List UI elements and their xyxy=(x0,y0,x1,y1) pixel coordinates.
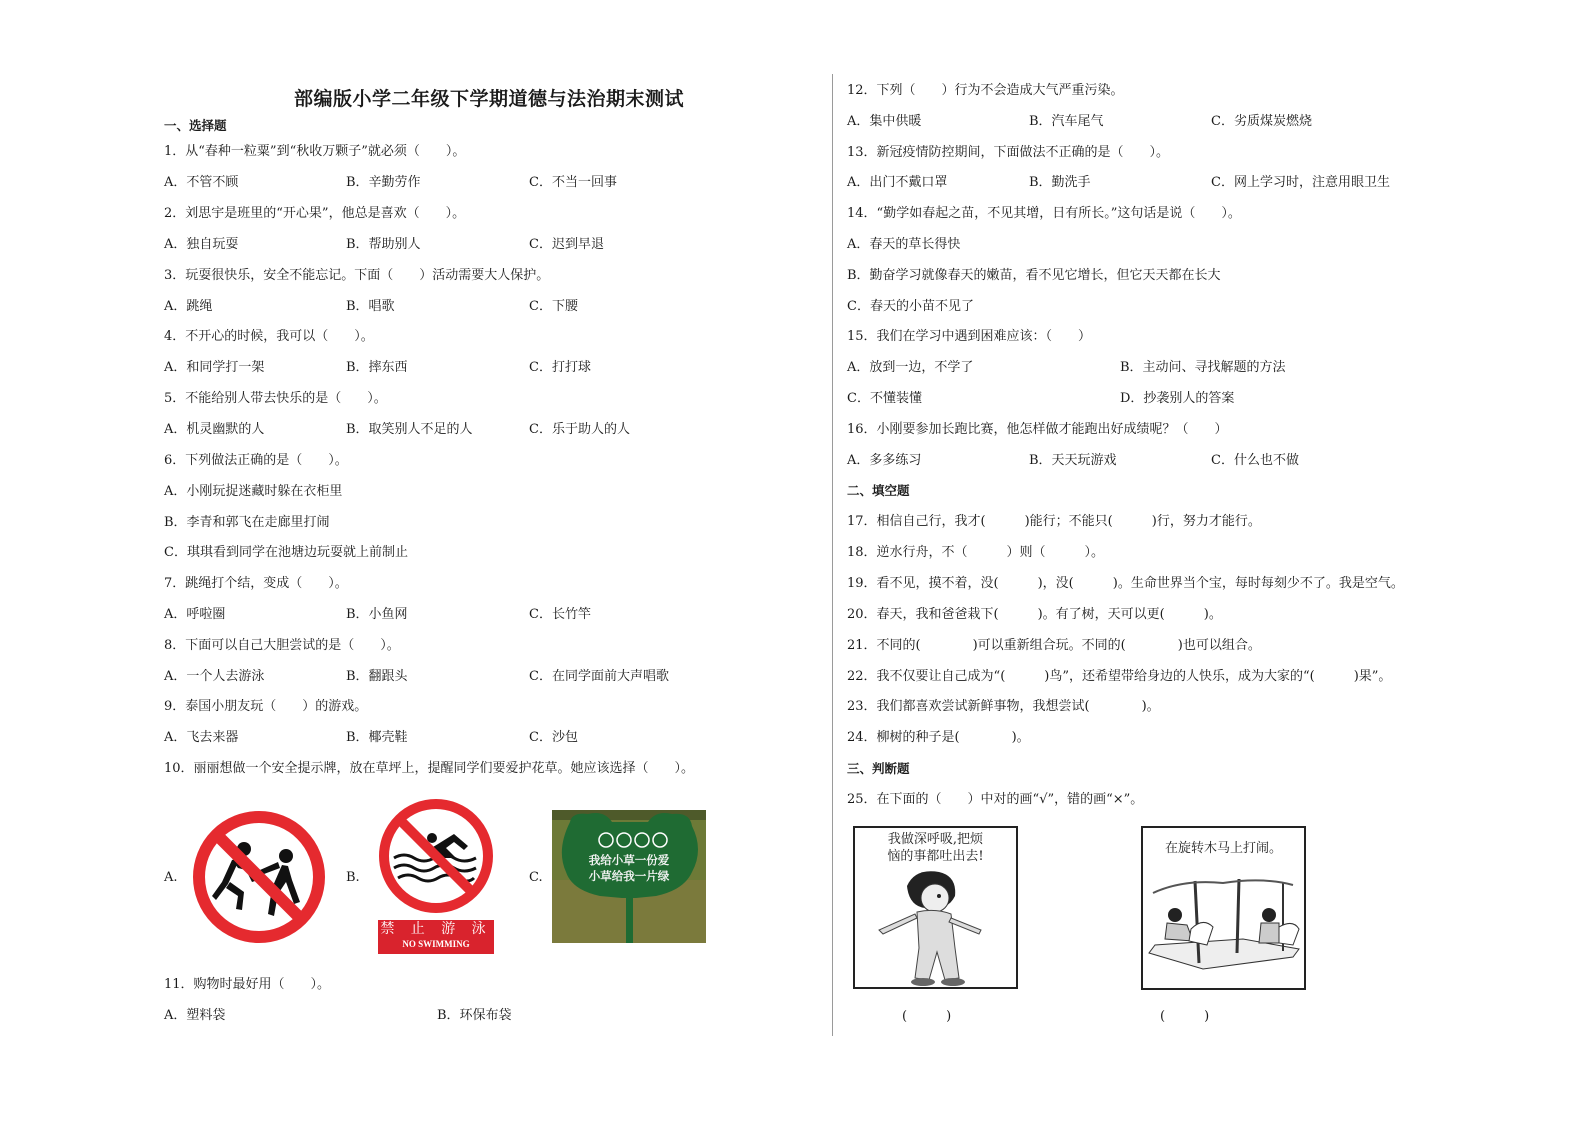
question-7: 7．跳绳打个结，变成（ ）。 xyxy=(164,576,348,591)
q2-option-c: C．迟到早退 xyxy=(529,237,604,252)
question-13: 13．新冠疫情防控期间，下面做法不正确的是（ ）。 xyxy=(847,145,1170,160)
q6-option-c: C．琪琪看到同学在池塘边玩耍就上前制止 xyxy=(164,545,408,560)
question-25: 25．在下面的（ ）中对的画“√”，错的画“×”。 xyxy=(847,792,1144,807)
question-15: 15．我们在学习中遇到困难应该：（ ） xyxy=(847,329,1092,344)
q6-option-a: A．小刚玩捉迷藏时躲在衣柜里 xyxy=(164,484,343,499)
section-heading-judgement: 三、判断题 xyxy=(847,761,910,776)
comic2-caption: 在旋转木马上打闹。 xyxy=(1164,841,1282,856)
q3-option-a: A．跳绳 xyxy=(164,299,213,314)
lawn-sign-line-1: 我给小草一份爱 xyxy=(588,853,670,867)
no-swimming-zh: 禁 止 游 泳 xyxy=(380,921,492,937)
question-3: 3．玩耍很快乐，安全不能忘记。下面（ ）活动需要大人保护。 xyxy=(164,268,550,283)
question-23: 23．我们都喜欢尝试新鲜事物，我想尝试( )。 xyxy=(847,699,1160,714)
q3-option-c: C．下腰 xyxy=(529,299,578,314)
q15-option-b: B．主动问、寻找解题的方法 xyxy=(1120,360,1286,375)
question-21: 21．不同的( )可以重新组合玩。不同的( )也可以组合。 xyxy=(847,638,1261,653)
q15-option-d: D．抄袭别人的答案 xyxy=(1120,391,1235,406)
q16-option-c: C．什么也不做 xyxy=(1211,453,1299,468)
q2-option-b: B．帮助别人 xyxy=(346,237,421,252)
q15-option-a: A．放到一边，不学了 xyxy=(847,360,974,375)
section-heading-fill-in: 二、填空题 xyxy=(847,483,910,498)
section-heading-choice: 一、选择题 xyxy=(164,118,227,133)
question-12: 12．下列（ ）行为不会造成大气严重污染。 xyxy=(847,83,1124,98)
q4-option-a: A．和同学打一架 xyxy=(164,360,265,375)
q7-option-c: C．长竹竿 xyxy=(529,607,591,622)
question-10: 10．丽丽想做一个安全提示牌，放在草坪上，提醒同学们要爱护花草。她应该选择（ ）。 xyxy=(164,761,695,776)
q7-option-b: B．小鱼网 xyxy=(346,607,408,622)
q6-option-b: B．李青和郭飞在走廊里打闹 xyxy=(164,515,330,530)
question-17: 17．相信自己行，我才( )能行；不能只( )行，努力才能行。 xyxy=(847,514,1261,529)
q25-answer-blank-1[interactable]: ( ) xyxy=(902,1009,952,1024)
q16-option-a: A．多多练习 xyxy=(847,453,922,468)
q14-option-b: B．勤奋学习就像春天的嫩苗，看不见它增长，但它天天都在长大 xyxy=(847,268,1221,283)
comic1-caption-line-1: 我做深呼吸,把烦 xyxy=(887,832,984,847)
page-title: 部编版小学二年级下学期道德与法治期末测试 xyxy=(294,88,685,110)
question-9: 9．泰国小朋友玩（ ）的游戏。 xyxy=(164,699,368,714)
carousel-comic-image xyxy=(1141,826,1306,990)
q4-option-b: B．摔东西 xyxy=(346,360,408,375)
q14-option-c: C．春天的小苗不见了 xyxy=(847,299,974,314)
q16-option-b: B．天天玩游戏 xyxy=(1029,453,1117,468)
q11-option-a: A．塑料袋 xyxy=(164,1008,226,1023)
question-19: 19．看不见，摸不着，没( )，没( )。生命世界当个宝，每时每刻少不了。我是空气。 xyxy=(847,576,1404,591)
comic1-caption-line-2: 恼的事都吐出去! xyxy=(887,849,984,864)
lawn-sign-line-2: 小草给我一片绿 xyxy=(588,869,670,883)
question-20: 20．春天，我和爸爸栽下( )。有了树，天可以更( )。 xyxy=(847,607,1222,622)
q1-option-c: C．不当一回事 xyxy=(529,175,617,190)
question-4: 4．不开心的时候，我可以（ ）。 xyxy=(164,329,374,344)
no-running-icon xyxy=(188,808,330,946)
no-swimming-en: NO SWIMMING xyxy=(402,939,470,949)
q10-option-c-label: C. xyxy=(529,870,543,885)
carousel-illustration xyxy=(1143,873,1304,983)
q13-option-a: A．出门不戴口罩 xyxy=(847,175,948,190)
q9-option-a: A．飞去来器 xyxy=(164,730,239,745)
no-running-sign-image xyxy=(188,808,330,946)
q14-option-a: A．春天的草长得快 xyxy=(847,237,961,252)
q13-option-b: B．勤洗手 xyxy=(1029,175,1091,190)
no-swimming-icon xyxy=(376,796,496,918)
q12-option-b: B．汽车尾气 xyxy=(1029,114,1104,129)
q9-option-b: B．椰壳鞋 xyxy=(346,730,408,745)
question-6: 6．下列做法正确的是（ ）。 xyxy=(164,453,348,468)
question-24: 24．柳树的种子是( )。 xyxy=(847,730,1030,745)
q7-option-a: A．呼啦圈 xyxy=(164,607,226,622)
column-divider xyxy=(832,74,833,1036)
q5-option-c: C．乐于助人的人 xyxy=(529,422,630,437)
q5-option-b: B．取笑别人不足的人 xyxy=(346,422,473,437)
question-14: 14．“勤学如春起之苗，不见其增，日有所长。”这句话是说（ ）。 xyxy=(847,206,1241,221)
q1-option-a: A．不管不顾 xyxy=(164,175,239,190)
no-swimming-banner xyxy=(378,920,494,954)
q12-option-a: A．集中供暖 xyxy=(847,114,922,129)
q4-option-c: C．打打球 xyxy=(529,360,591,375)
q11-option-b: B．环保布袋 xyxy=(437,1008,512,1023)
q8-option-a: A．一个人去游泳 xyxy=(164,669,265,684)
q12-option-c: C．劣质煤炭燃烧 xyxy=(1211,114,1312,129)
question-8: 8．下面可以自己大胆尝试的是（ ）。 xyxy=(164,638,400,653)
question-2: 2．刘思宇是班里的“开心果”，他总是喜欢（ ）。 xyxy=(164,206,466,221)
q10-option-a-label: A. xyxy=(164,870,178,885)
q2-option-a: A．独自玩耍 xyxy=(164,237,239,252)
no-swimming-sign-image xyxy=(376,796,496,956)
q1-option-b: B．辛勤劳作 xyxy=(346,175,421,190)
q15-option-c: C．不懂装懂 xyxy=(847,391,922,406)
q5-option-a: A．机灵幽默的人 xyxy=(164,422,265,437)
lawn-care-sign-image xyxy=(552,810,706,943)
q3-option-b: B．唱歌 xyxy=(346,299,395,314)
deep-breath-comic-image xyxy=(853,826,1018,989)
q8-option-b: B．翻跟头 xyxy=(346,669,408,684)
question-16: 16．小刚要参加长跑比赛，他怎样做才能跑出好成绩呢？（ ） xyxy=(847,422,1228,437)
question-11: 11．购物时最好用（ ）。 xyxy=(164,977,331,992)
question-5: 5．不能给别人带去快乐的是（ ）。 xyxy=(164,391,387,406)
girl-breathing-illustration xyxy=(855,868,1016,988)
q10-option-b-label: B. xyxy=(346,870,360,885)
question-1: 1．从“春种一粒粟”到“秋收万颗子”就必须（ ）。 xyxy=(164,144,466,159)
q8-option-c: C．在同学面前大声唱歌 xyxy=(529,669,669,684)
question-22: 22．我不仅要让自己成为“( )鸟”，还希望带给身边的人快乐，成为大家的“( )果”。 xyxy=(847,669,1392,684)
q13-option-c: C．网上学习时，注意用眼卫生 xyxy=(1211,175,1390,190)
q9-option-c: C．沙包 xyxy=(529,730,578,745)
q25-answer-blank-2[interactable]: ( ) xyxy=(1160,1009,1210,1024)
question-18: 18．逆水行舟，不（ ）则（ ）。 xyxy=(847,545,1105,560)
